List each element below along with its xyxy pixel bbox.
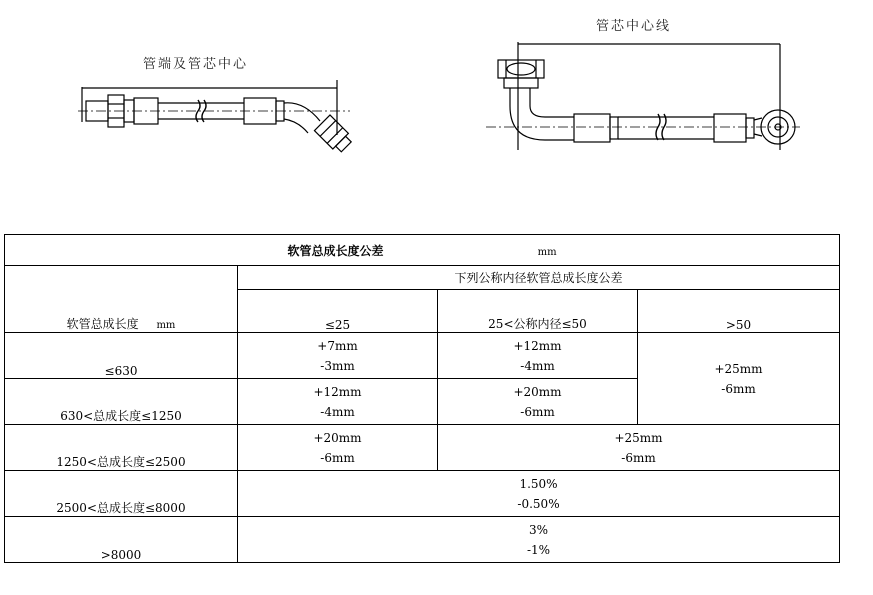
table-title [5,235,840,266]
tolerance-cell [638,333,840,425]
tolerance-cell [238,425,438,471]
row-label: >8000 [5,517,238,563]
tolerance-cell [438,333,638,379]
tolerance-cell [438,425,840,471]
upper-tolerance: +20mm [313,430,362,445]
row-label: ≤630 [5,333,238,379]
table-row [5,517,840,563]
row-label: 630<总成长度≤1250 [5,379,238,425]
lower-tolerance: -6mm [320,450,355,465]
upper-tolerance: +12mm [313,384,362,399]
row-header-unit: mm [156,320,176,331]
tolerance-cell [438,379,638,425]
column-header: 25<公称内径≤50 [438,290,638,333]
subheader-cell: 下列公称内径软管总成长度公差 [238,266,840,290]
lower-tolerance: -4mm [320,404,355,419]
tolerance-cell [238,333,438,379]
lower-tolerance: -6mm [621,450,656,465]
upper-tolerance: 1.50% [519,476,558,491]
upper-tolerance: +12mm [513,338,562,353]
table-row [5,471,840,517]
table-row [5,425,840,471]
row-header-cell [5,266,238,333]
lower-tolerance: -6mm [520,404,555,419]
tolerance-cell [238,471,840,517]
upper-tolerance: +20mm [513,384,562,399]
lower-tolerance: -1% [526,542,551,557]
straight-hose-drawing [78,80,354,155]
row-label: 1250<总成长度≤2500 [5,425,238,471]
table-title-unit: mm [537,246,557,258]
table-row [5,333,840,379]
left-figure-caption: 管端及管芯中心 [143,57,249,72]
lower-tolerance: -3mm [320,358,355,373]
table-title-text: 软管总成长度公差 [287,243,384,258]
hose-assembly-drawings [0,0,873,230]
lower-tolerance: -4mm [520,358,555,373]
right-figure-caption: 管芯中心线 [596,19,672,34]
row-label: 2500<总成长度≤8000 [5,471,238,517]
tolerance-table [4,234,840,563]
upper-tolerance: +7mm [317,338,358,353]
lower-tolerance: -0.50% [517,496,560,511]
row-header-label: 软管总成长度 [66,317,139,331]
upper-tolerance: +25mm [614,430,663,445]
column-header: ≤25 [238,290,438,333]
lower-tolerance: -6mm [721,381,756,396]
column-header: >50 [638,290,840,333]
upper-tolerance: 3% [529,522,549,537]
tolerance-cell [238,517,840,563]
banjo-hose-drawing [486,42,800,150]
tolerance-cell [238,379,438,425]
upper-tolerance: +25mm [714,361,763,376]
